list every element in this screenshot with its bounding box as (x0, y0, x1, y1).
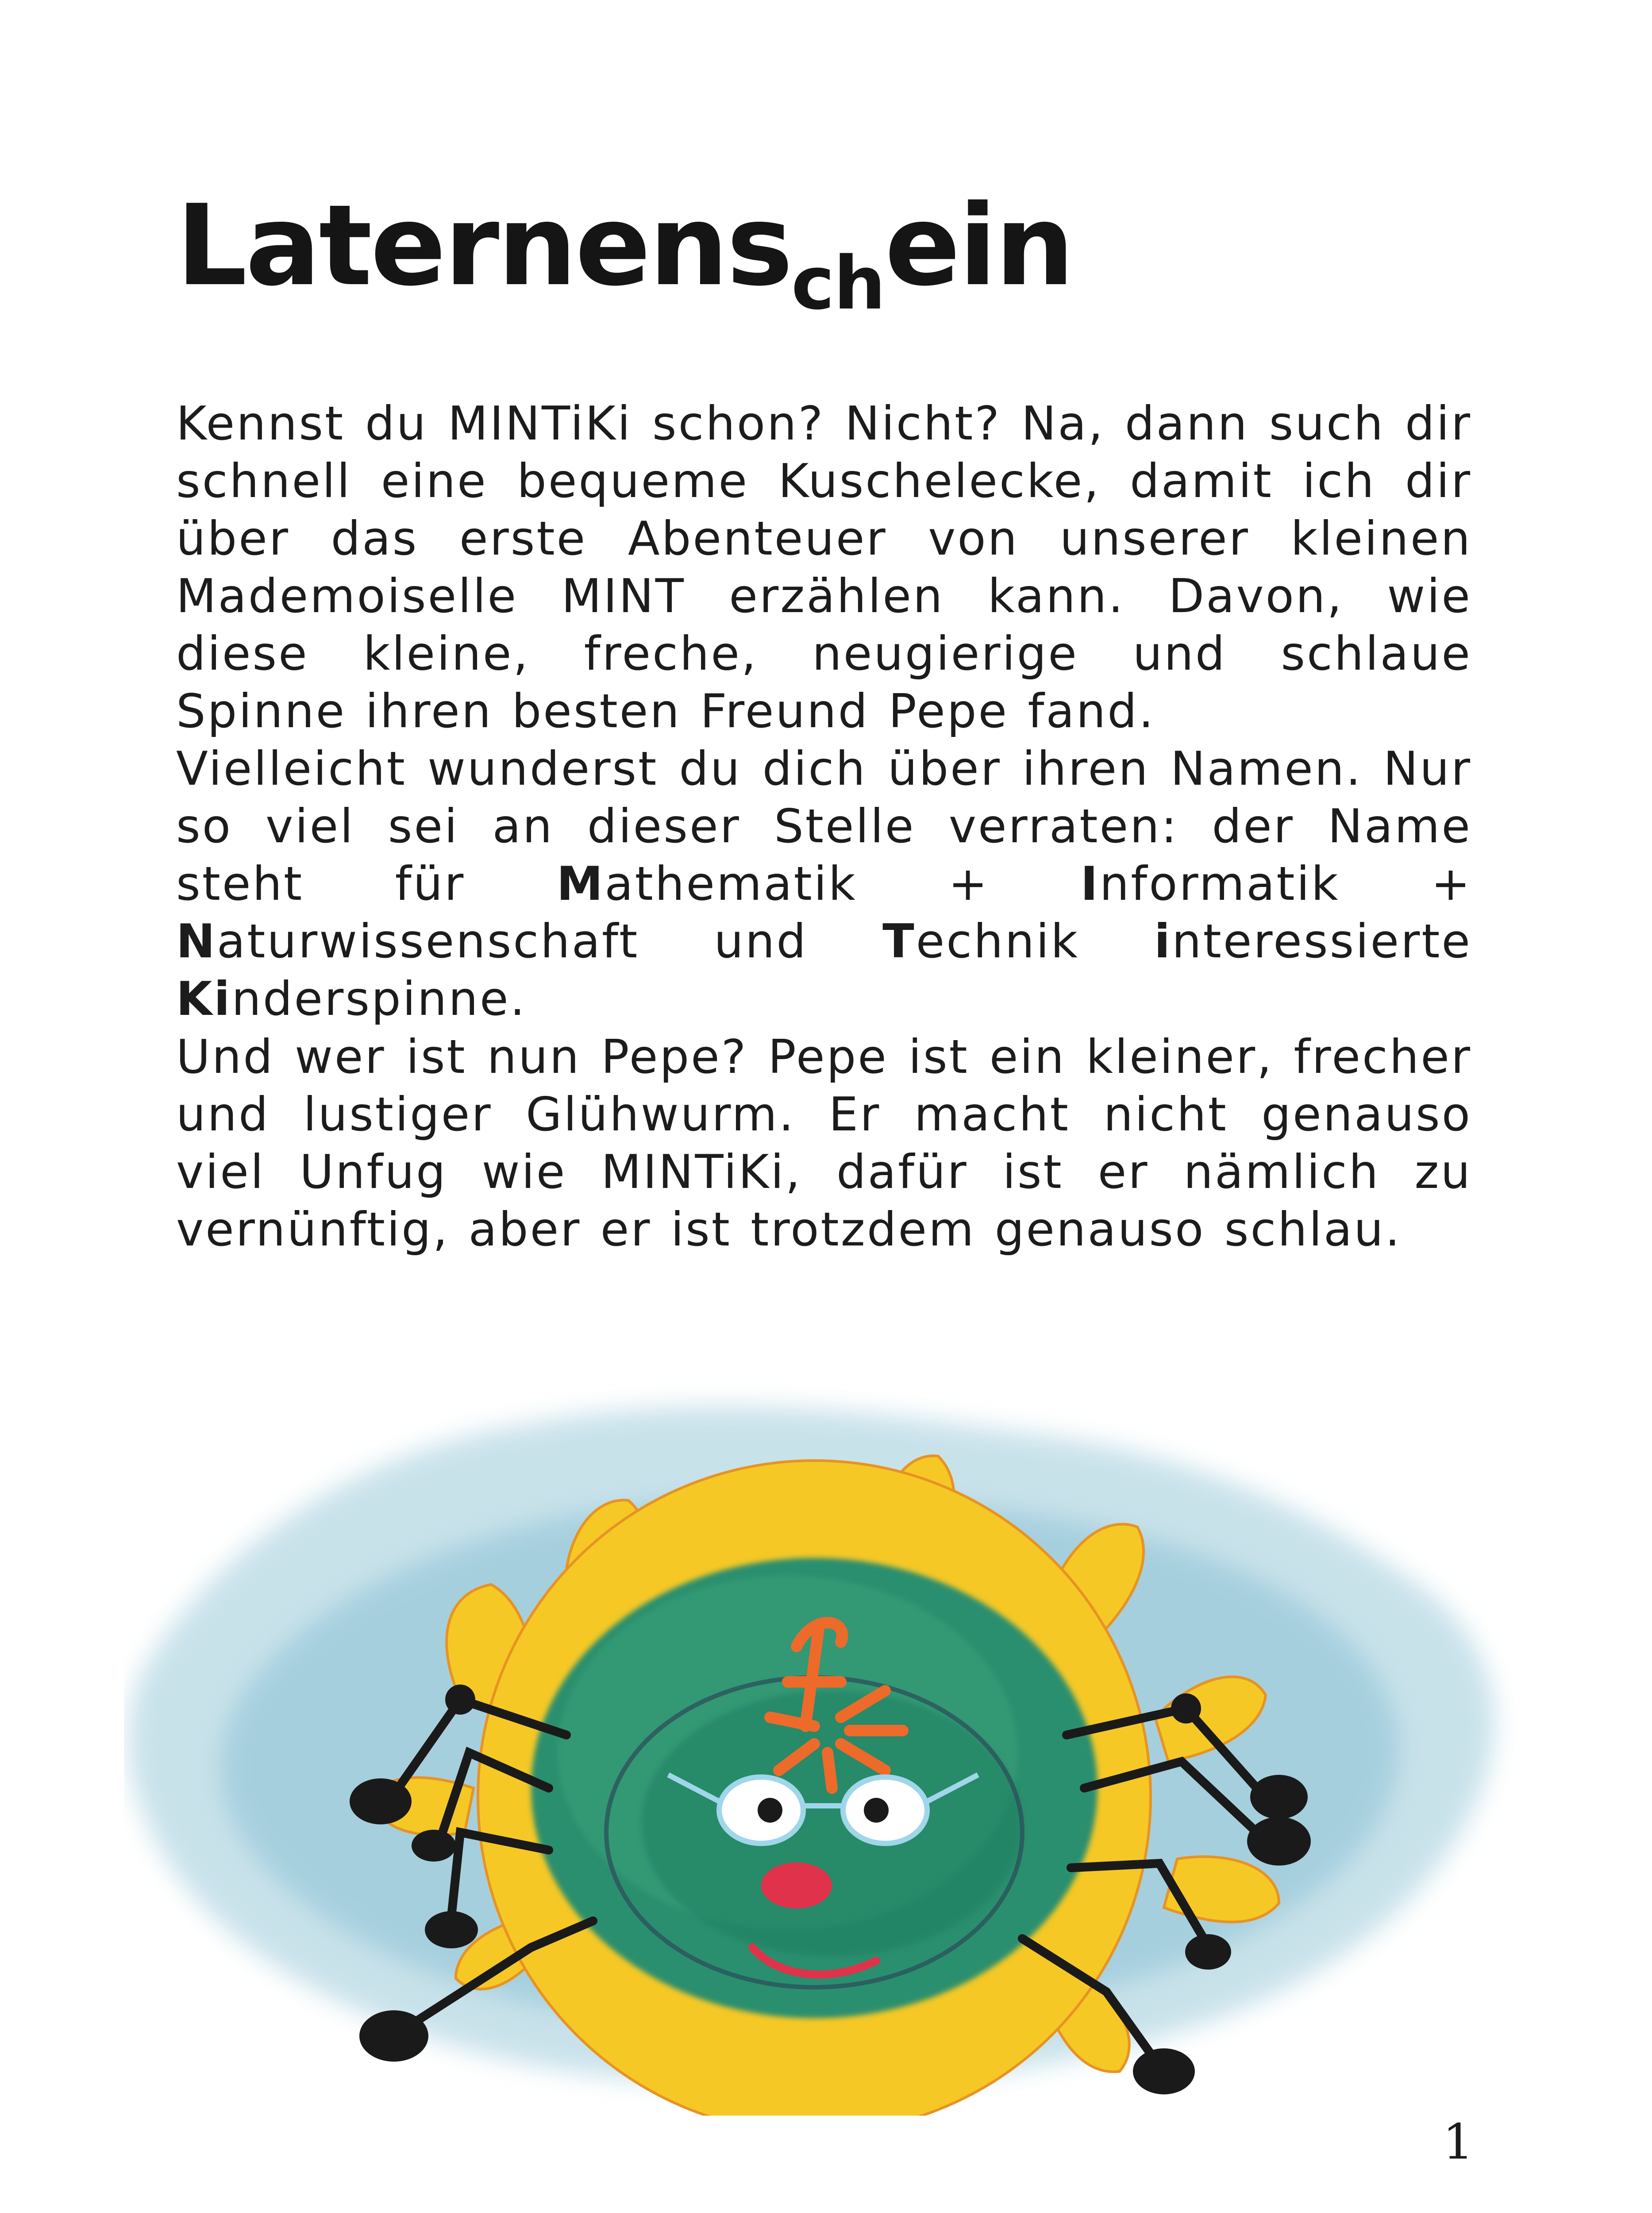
text-segment: aturwissenschaft und (216, 914, 883, 968)
text-segment: nderspinne. (231, 972, 527, 1026)
page-title (176, 181, 1073, 326)
bold-letter: T (882, 914, 916, 968)
title-main: Laternens (176, 181, 791, 311)
bold-letter: I (1080, 857, 1100, 911)
bold-letter: Ki (176, 972, 232, 1026)
paragraph-pepe: Und wer ist nun Pepe? Pepe ist ein kleiner, frecher und lustiger Glühwurm. Er macht nicht genauso viel Unfug wie MINTiKi, dafür ist er nämlich zu vernünftig, aber er ist trotzdem genauso schlau. (176, 1030, 1472, 1257)
nose (761, 1862, 832, 1908)
page-number: 1 (1443, 2113, 1474, 2170)
paragraph-intro: Kennst du MINTiKi schon? Nicht? Na, dann such dir schnell eine bequeme Kuschelecke, damit ich dir über das erste Abenteuer von unserer kleinen Mademoiselle MINT erzählen kann. Davon, wie diese kleine, freche, neugierige und schlaue Spinne ihren besten Freund Pepe fand. (176, 397, 1472, 738)
bold-letter: N (176, 914, 217, 968)
text-segment: nformatik + (1099, 857, 1472, 911)
title-rest: ein (885, 181, 1073, 311)
title-subscript: ch (791, 241, 885, 326)
text-segment: athematik + (605, 857, 1081, 911)
text-segment: Vielleicht wunderst du dich über ihren Namen. Nur so viel sei an dieser Stelle verraten: der Name steht für (176, 742, 1472, 911)
bold-letter: M (556, 857, 605, 911)
paragraph-name-meaning (176, 740, 1472, 1028)
text-segment: nteressierte (1172, 914, 1472, 968)
spider-illustration (124, 1363, 1522, 2116)
bold-letter: i (1154, 914, 1172, 968)
text-segment: echnik (916, 914, 1155, 968)
